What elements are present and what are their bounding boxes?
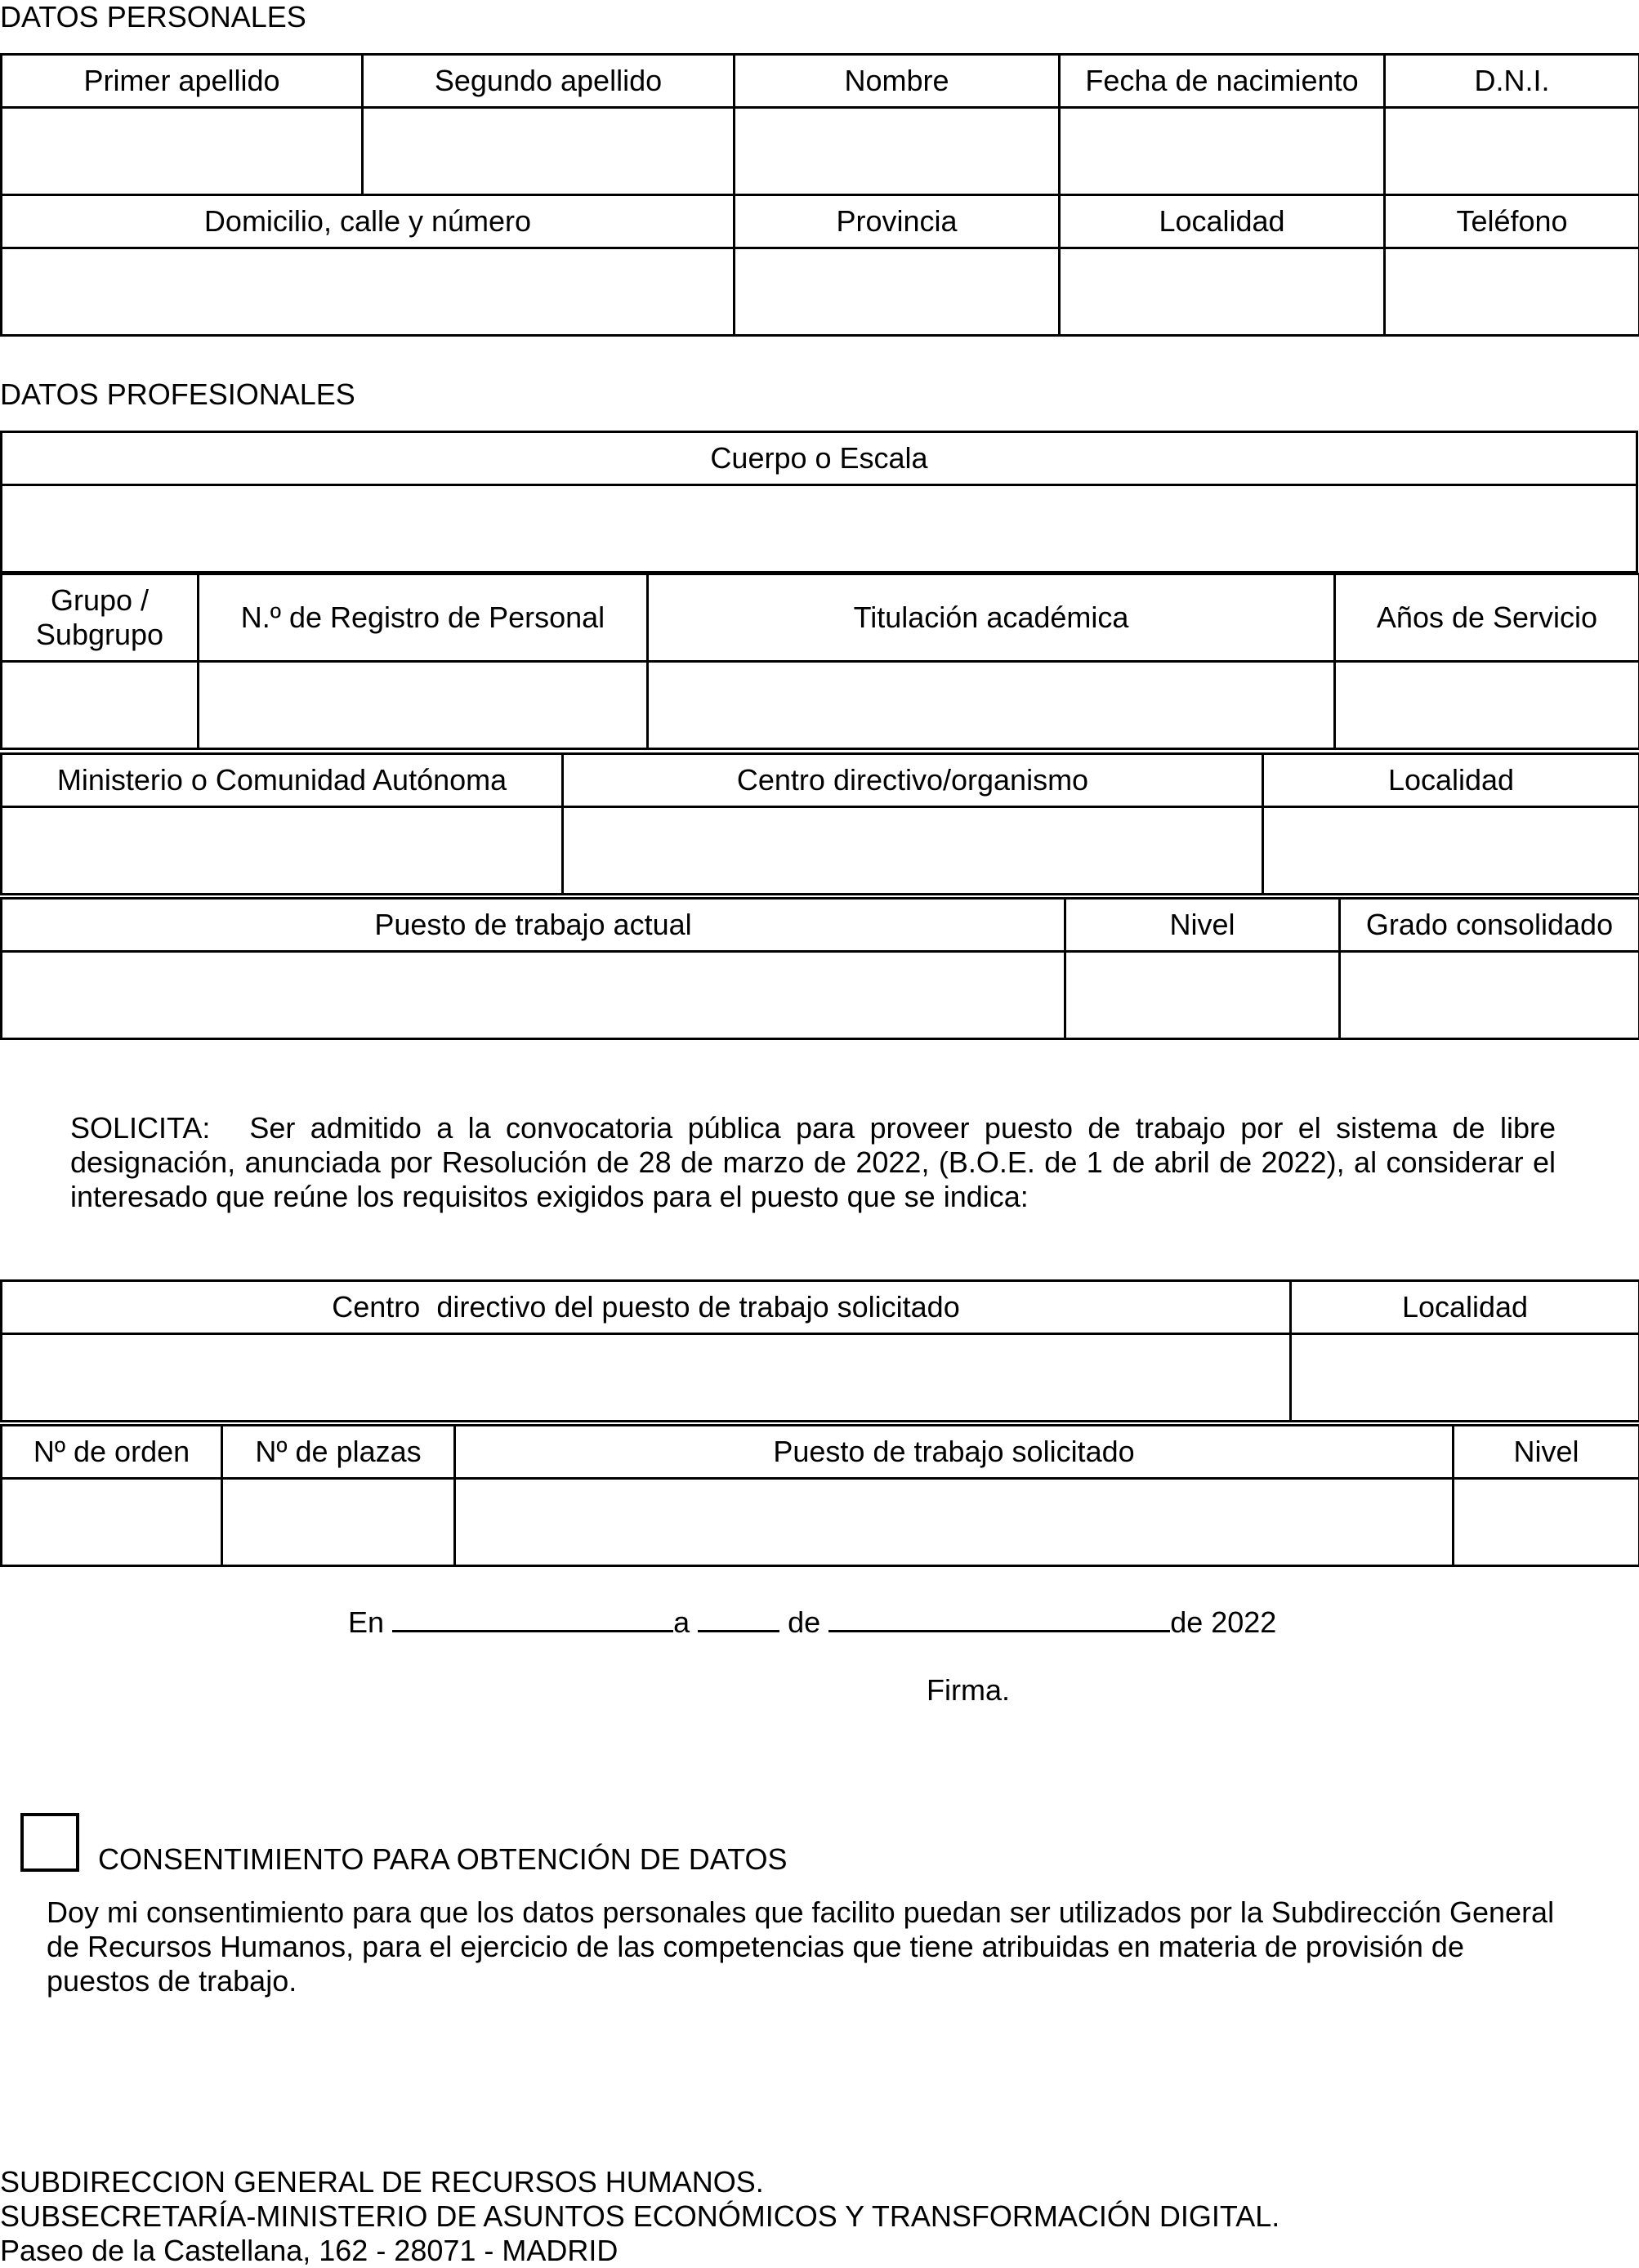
field-domicilio[interactable] — [2, 248, 735, 336]
header-segundo-apellido: Segundo apellido — [363, 55, 735, 108]
field-fecha-nacimiento[interactable] — [1060, 108, 1385, 195]
field-puesto-actual[interactable] — [2, 952, 1065, 1039]
date-month-field[interactable] — [828, 1604, 1170, 1632]
field-num-orden[interactable] — [2, 1479, 222, 1566]
field-primer-apellido[interactable] — [2, 108, 363, 195]
solicita-paragraph — [70, 1111, 1556, 1214]
header-nivel-actual: Nivel — [1065, 899, 1340, 952]
solicita-text: Ser admitido a la convocatoria pública para proveer puesto de trabajo por el sistema de libre designación, anunciada por Resolución de 28 de marzo de 2022, (B.O.E. de 1 de abril de 2022), al considerar el interesado que reúne los requisitos exigidos para el puesto que se indica: — [70, 1111, 1556, 1213]
header-num-plazas: Nº de plazas — [222, 1426, 455, 1479]
field-nivel-actual[interactable] — [1065, 952, 1340, 1039]
header-primer-apellido: Primer apellido — [2, 55, 363, 108]
date-place-field[interactable] — [392, 1604, 673, 1632]
header-titulacion: Titulación académica — [648, 574, 1335, 662]
header-localidad-prof: Localidad — [1263, 754, 1639, 807]
header-telefono: Teléfono — [1385, 195, 1639, 248]
field-grado-consolidado[interactable] — [1340, 952, 1639, 1039]
field-grupo-subgrupo[interactable] — [2, 662, 199, 749]
field-centro-solicitado[interactable] — [2, 1334, 1291, 1422]
header-puesto-actual: Puesto de trabajo actual — [2, 899, 1065, 952]
header-cuerpo-escala: Cuerpo o Escala — [2, 432, 1637, 485]
header-grupo-subgrupo — [2, 574, 199, 662]
field-telefono[interactable] — [1385, 248, 1639, 336]
header-ministerio: Ministerio o Comunidad Autónoma — [2, 754, 563, 807]
header-dni: D.N.I. — [1385, 55, 1639, 108]
date-line — [348, 1604, 1276, 1640]
professional-section-title: DATOS PROFESIONALES — [0, 377, 355, 411]
header-num-orden: Nº de orden — [2, 1426, 222, 1479]
consent-text: Doy mi consentimiento para que los datos personales que facilito puedan ser utilizados por la Subdirección General de Recursos Humanos, para el ejercicio de las competencias que tiene atribuidas en materia de provisión de puestos de trabajo. — [47, 1895, 1555, 1998]
header-localidad: Localidad — [1060, 195, 1385, 248]
header-localidad-solicitada: Localidad — [1291, 1281, 1639, 1334]
field-nivel-solicitado[interactable] — [1454, 1479, 1639, 1566]
firma-label: Firma. — [927, 1673, 1010, 1707]
header-anos-servicio: Años de Servicio — [1335, 574, 1639, 662]
header-provincia: Provincia — [735, 195, 1060, 248]
field-centro-directivo[interactable] — [563, 807, 1263, 895]
field-provincia[interactable] — [735, 248, 1060, 336]
field-nombre[interactable] — [735, 108, 1060, 195]
field-localidad[interactable] — [1060, 248, 1385, 336]
professional-registro-table — [0, 573, 1639, 750]
header-nombre: Nombre — [735, 55, 1060, 108]
field-puesto-solicitado[interactable] — [455, 1479, 1454, 1566]
header-puesto-solicitado: Puesto de trabajo solicitado — [455, 1426, 1454, 1479]
date-year-label: de 2022 — [1170, 1605, 1277, 1639]
header-registro-personal: N.º de Registro de Personal — [199, 574, 648, 662]
date-a-label: a — [673, 1605, 690, 1639]
field-localidad-prof[interactable] — [1263, 807, 1639, 895]
professional-cuerpo-table — [0, 431, 1638, 574]
field-dni[interactable] — [1385, 108, 1639, 195]
header-centro-directivo: Centro directivo/organismo — [563, 754, 1263, 807]
header-domicilio: Domicilio, calle y número — [2, 195, 735, 248]
field-segundo-apellido[interactable] — [363, 108, 735, 195]
personal-data-table — [0, 53, 1639, 337]
header-centro-solicitado: Centro directivo del puesto de trabajo solicitado — [2, 1281, 1291, 1334]
date-en-label: En — [348, 1605, 385, 1639]
consent-title: CONSENTIMIENTO PARA OBTENCIÓN DE DATOS — [98, 1842, 788, 1876]
field-ministerio[interactable] — [2, 807, 563, 895]
footer-line-2: SUBSECRETARÍA-MINISTERIO DE ASUNTOS ECONÓMICOS Y TRANSFORMACIÓN DIGITAL. — [0, 2199, 1280, 2233]
personal-section-title: DATOS PERSONALES — [0, 0, 306, 33]
footer-line-1: SUBDIRECCION GENERAL DE RECURSOS HUMANOS. — [0, 2165, 764, 2199]
professional-puesto-table — [0, 897, 1639, 1040]
field-num-plazas[interactable] — [222, 1479, 455, 1566]
professional-ministerio-table — [0, 752, 1639, 895]
header-fecha-nacimiento: Fecha de nacimiento — [1060, 55, 1385, 108]
field-cuerpo-escala[interactable] — [2, 485, 1637, 573]
date-day-field[interactable] — [698, 1604, 779, 1632]
header-grado-consolidado: Grado consolidado — [1340, 899, 1639, 952]
field-localidad-solicitada[interactable] — [1291, 1334, 1639, 1422]
field-titulacion[interactable] — [648, 662, 1335, 749]
header-nivel-solicitado: Nivel — [1454, 1426, 1639, 1479]
requested-puesto-table — [0, 1424, 1639, 1567]
date-de-label: de — [788, 1605, 821, 1639]
field-anos-servicio[interactable] — [1335, 662, 1639, 749]
grupo-subgrupo-label: Grupo / Subgrupo — [35, 583, 164, 651]
field-registro-personal[interactable] — [199, 662, 648, 749]
footer-line-3: Paseo de la Castellana, 162 - 28071 - MADRID — [0, 2234, 619, 2267]
consent-checkbox[interactable] — [20, 1813, 79, 1872]
solicita-label: SOLICITA: — [70, 1111, 211, 1145]
requested-centro-table — [0, 1279, 1639, 1422]
